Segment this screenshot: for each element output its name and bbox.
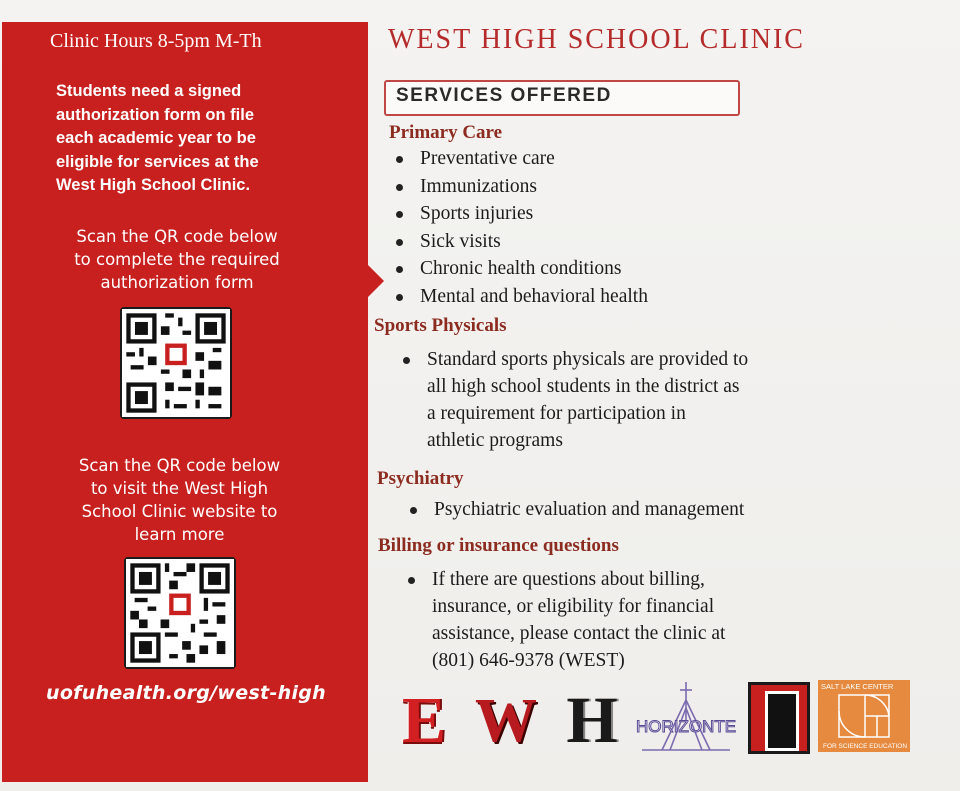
sports-physicals-heading: Sports Physicals [374, 315, 507, 336]
psychiatry-heading: Psychiatry [377, 468, 464, 489]
scan-auth-instructions: Scan the QR code below to complete the required authorization form [74, 227, 280, 292]
scan-site-instructions: Scan the QR code below to visit the West High School Clinic website to learn more [78, 456, 281, 544]
website-url[interactable]: uofuhealth.org/west-high [46, 682, 326, 704]
list-item: Preventative care [390, 145, 648, 173]
page-title: WEST HIGH SCHOOL CLINIC [388, 24, 805, 55]
list-item: Standard sports physicals are provided to all high school students in the district as a requirement for participation in athletic programs [397, 346, 748, 454]
horizonte-wordmark: HORIZONTE [635, 717, 737, 736]
clinic-hours: Clinic Hours 8-5pm M-Th [50, 30, 262, 52]
w-school-logo: W [475, 687, 537, 755]
phone-number: (801) 646-9378 (WEST) [432, 650, 625, 671]
billing-heading: Billing or insurance questions [378, 535, 619, 556]
horizonte-logo [632, 680, 740, 756]
list-item: Psychiatric evaluation and management [404, 496, 744, 523]
sports-physicals-list [397, 346, 748, 454]
authorization-note: Students need a signed authorization form on file each academic year to be eligible for services at the West High School Clinic. [56, 82, 259, 194]
primary-care-heading: Primary Care [389, 122, 503, 143]
auth-form-qr-code[interactable] [120, 307, 232, 419]
primary-care-list [390, 145, 648, 310]
website-qr-code[interactable] [124, 557, 236, 669]
qr-code-icon [126, 559, 234, 667]
i-school-logo [748, 682, 810, 754]
billing-list [402, 566, 725, 674]
golden-spiral-icon [838, 694, 890, 738]
psychiatry-list [404, 496, 744, 523]
list-item: Chronic health conditions [390, 255, 648, 283]
list-item: If there are questions about billing, insurance, or eligibility for financial assistance, please contact the clinic at (801) 646-9378 (WEST) [402, 566, 725, 674]
horizonte-emblem-icon [632, 680, 740, 756]
list-item: Sick visits [390, 228, 648, 256]
h-school-logo: H [566, 684, 618, 757]
panel-pointer [368, 265, 384, 297]
i-letter-mark [765, 691, 799, 751]
services-header [384, 80, 740, 116]
list-item: Immunizations [390, 173, 648, 201]
e-school-logo: E [401, 684, 447, 757]
info-panel [2, 22, 368, 782]
qr-code-icon [122, 309, 230, 417]
list-item: Mental and behavioral health [390, 283, 648, 311]
services-label: SERVICES OFFERED [396, 85, 612, 106]
slc-science-logo: SALT LAKE CENTER FOR SCIENCE EDUCATION [818, 680, 910, 752]
list-item: Sports injuries [390, 200, 648, 228]
